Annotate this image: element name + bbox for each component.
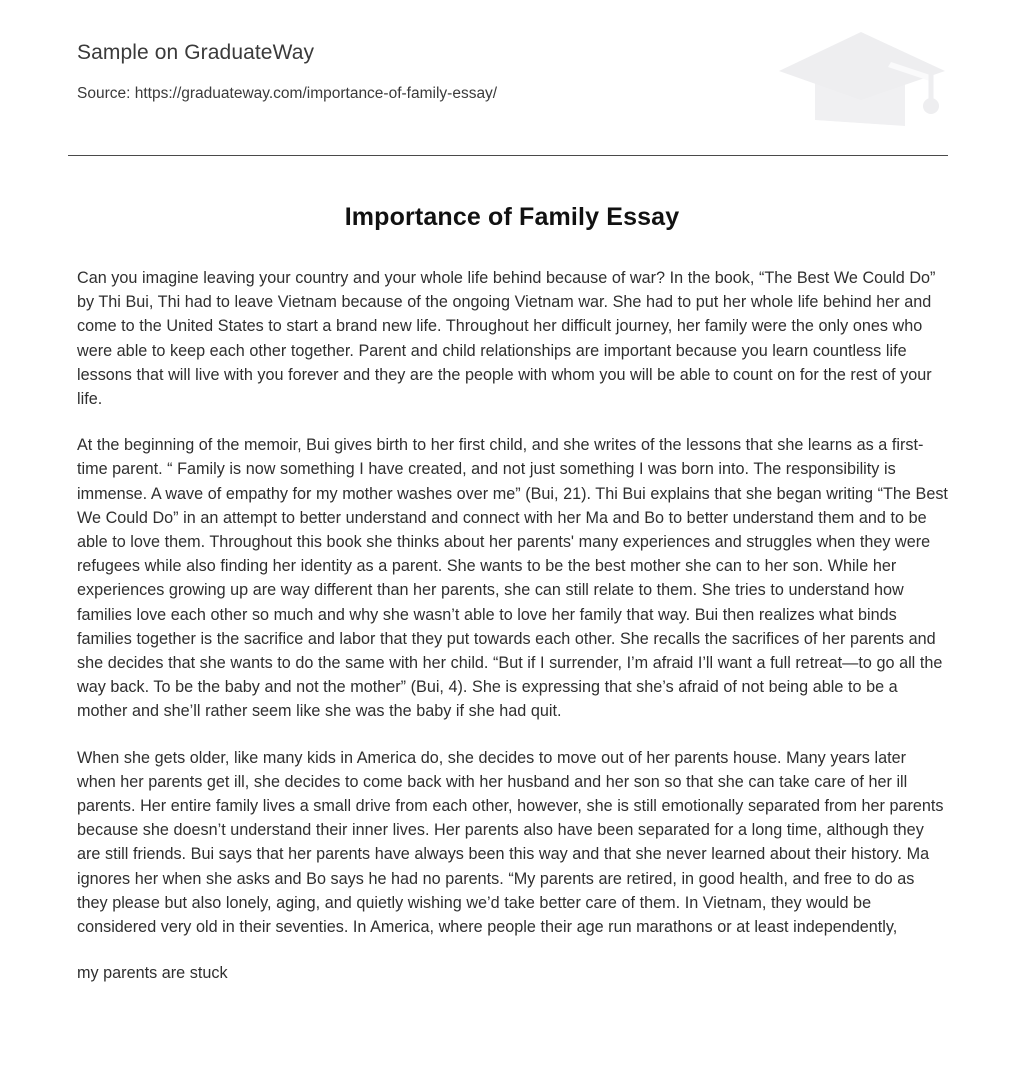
source-url[interactable]: https://graduateway.com/importance-of-family-essay/ <box>134 85 498 103</box>
paragraph: Can you imagine leaving your country and your whole life behind because of war? In the book, “The Best We Could Do” by Thi Bui, Thi had to leave Vietnam because of the ongoing Vietnam war. She had to put her whole life behind her and come to the United States to start a brand new life. Throughout her difficult journey, her family were the only ones who were able to keep each other together. Parent and child relationships are important because you learn countless life lessons that will live with you forever and they are the people with whom you will be able to count on for the rest of your life. <box>77 269 936 409</box>
paragraph: my parents are stuck <box>77 964 228 983</box>
paragraph: When she gets older, like many kids in America do, she decides to move out of her parents house. Many years later when her parents get ill, she decides to come back with her husband and her son so that she can take care of her ill parents. Her entire family lives a small drive from each other, however, she is still emotionally separated from her parents because she doesn’t understand their inner lives. Her parents also have been separated for a long time, although they are still friends. Bui says that her parents have always been this way and that she never learned about their history. Ma ignores her when she asks and Bo says he had no parents. “My parents are retired, in good health, and free to do as they please but also lonely, aging, and quietly wishing we’d take better care of them. In Vietnam, they would be considered very old in their seventies. In America, where people their age run marathons or at least independently, <box>77 748 944 937</box>
essay-body <box>77 266 949 985</box>
graduation-cap-icon <box>773 24 953 136</box>
header-divider <box>68 155 948 156</box>
site-name: Sample on GraduateWay <box>77 41 315 64</box>
page-title: Importance of Family Essay <box>344 203 680 231</box>
source-label: Source: <box>77 85 131 103</box>
paragraph: At the beginning of the memoir, Bui gives birth to her first child, and she writes of the lessons that she learns as a first-time parent. “ Family is now something I have created, and not just something I was born into. The responsibility is immense. A wave of empathy for my mother washes over me” (Bui, 21). Thi Bui explains that she began writing “The Best We Could Do” in an attempt to better understand and connect with her Ma and Bo to better understand them and to be able to love them. Throughout this book she thinks about her parents' many experiences and struggles when they were refugees while also finding her identity as a parent. She wants to be the best mother she can to her son. While her experiences growing up are way different than her parents, she can still relate to them. She tries to understand how families love each other so much and why she wasn’t able to love her family that way. Bui then realizes what binds families together is the sacrifice and labor that they put towards each other. She recalls the sacrifices of her parents and she decides that she wants to do the same with her child. “But if I surrender, I’m afraid I’ll want a full retreat—to go all the way back. To be the baby and not the mother” (Bui, 4). She is expressing that she’s afraid of not being able to be a mother and she’ll rather seem like she was the baby if she had quit. <box>77 436 948 721</box>
